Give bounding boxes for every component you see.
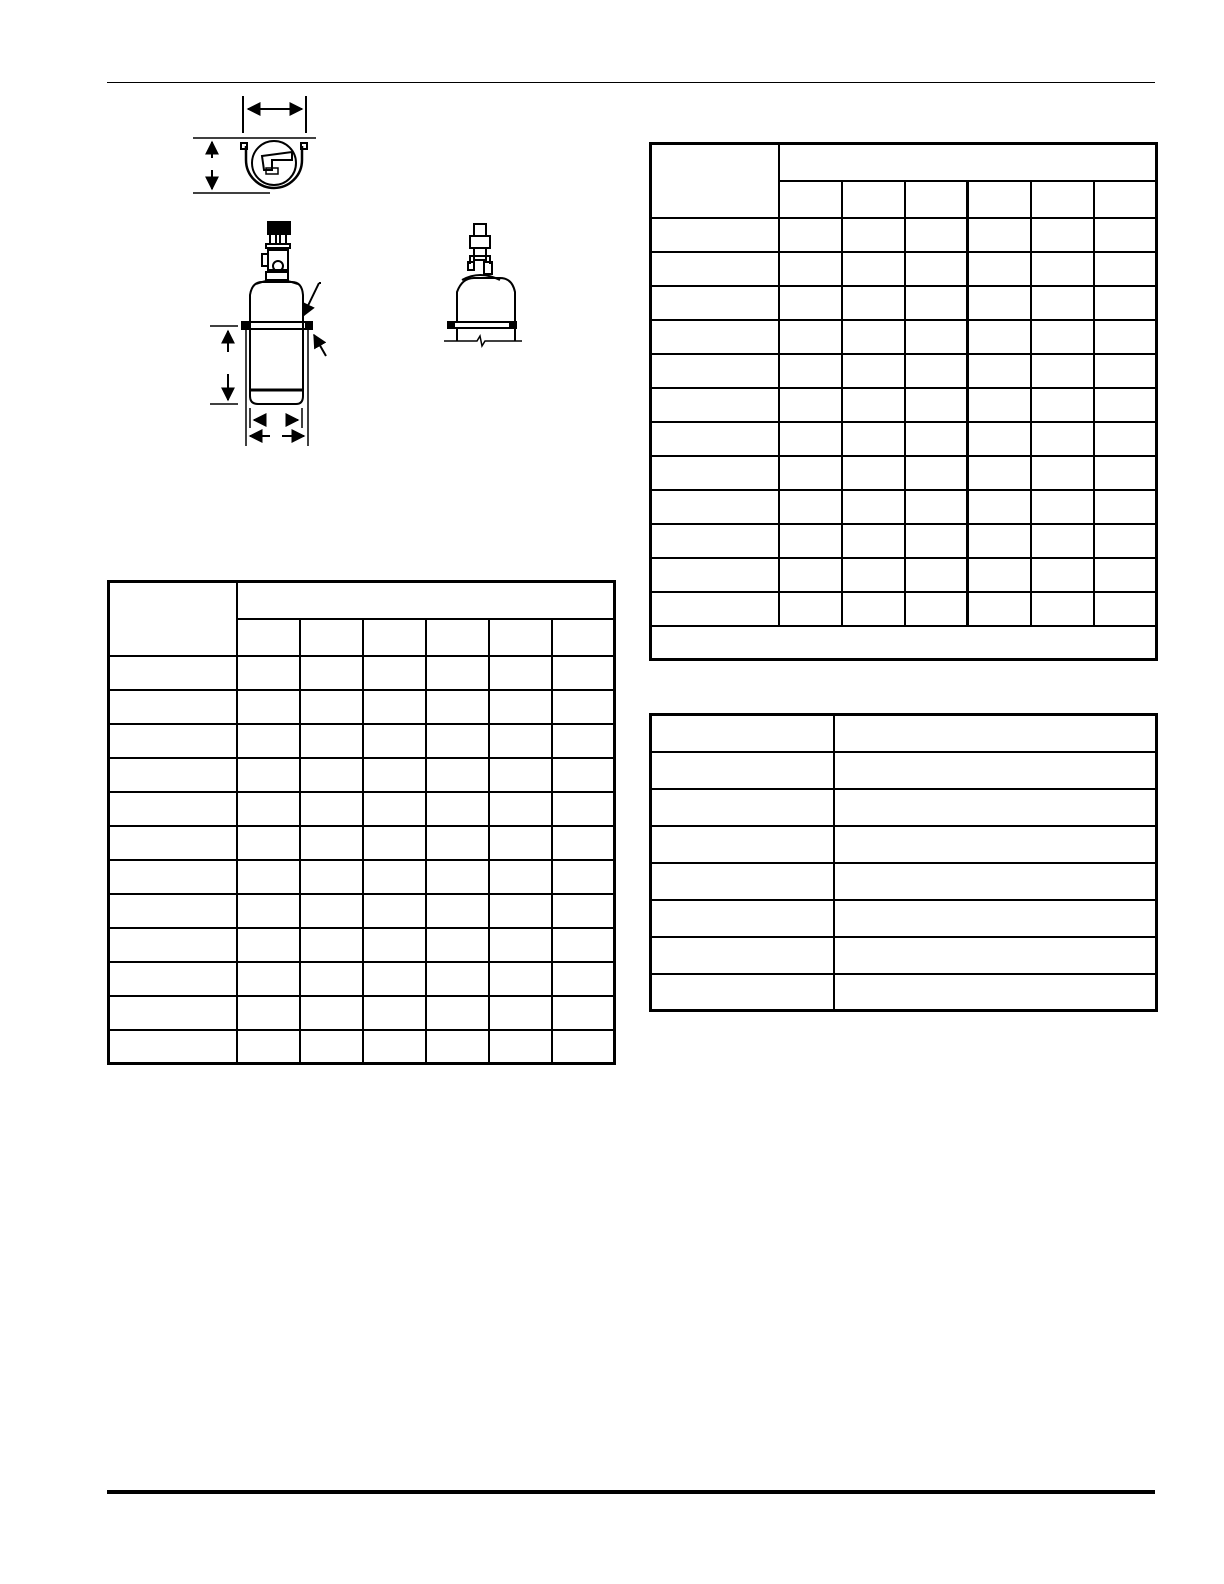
table-cell <box>109 690 237 724</box>
table-row <box>651 937 1157 974</box>
table-cell <box>905 490 968 524</box>
table-cell <box>651 354 779 388</box>
table-row <box>109 1030 615 1064</box>
table-cell <box>1094 456 1157 490</box>
table-cell <box>489 962 552 996</box>
table-header-cell <box>552 619 615 656</box>
left-dimension-table <box>107 580 616 1065</box>
table-row <box>651 218 1157 252</box>
table-row <box>651 592 1157 626</box>
table-cell <box>968 388 1031 422</box>
table-cell <box>651 388 779 422</box>
table-cell <box>1031 592 1094 626</box>
table-cell <box>842 592 905 626</box>
table-cell <box>842 524 905 558</box>
table-row <box>109 690 615 724</box>
table-cell <box>1031 320 1094 354</box>
table-cell <box>905 524 968 558</box>
table-cell <box>651 456 779 490</box>
table-cell <box>300 1030 363 1064</box>
table-cell <box>842 558 905 592</box>
table-cell <box>426 1030 489 1064</box>
table-cell <box>489 996 552 1030</box>
table-header-cell <box>842 181 905 218</box>
table-cell <box>834 863 1157 900</box>
footer-rule <box>107 1490 1155 1494</box>
table-cell <box>905 422 968 456</box>
table-cell <box>651 490 779 524</box>
table-header-cell <box>363 619 426 656</box>
table-row <box>109 656 615 690</box>
table-cell <box>1031 456 1094 490</box>
table-cell <box>905 286 968 320</box>
table-row <box>651 826 1157 863</box>
table-header-cell <box>905 181 968 218</box>
table-cell <box>968 218 1031 252</box>
table-row <box>651 252 1157 286</box>
table-cell <box>905 252 968 286</box>
table-cell <box>489 656 552 690</box>
table-cell <box>237 1030 300 1064</box>
table-cell <box>363 894 426 928</box>
table-cell <box>651 286 779 320</box>
table-cell <box>779 490 842 524</box>
table-cell <box>489 1030 552 1064</box>
table-cell <box>651 789 834 826</box>
table-cell <box>552 724 615 758</box>
small-two-column-table <box>649 713 1158 1012</box>
table-cell <box>779 422 842 456</box>
table-cell <box>651 974 834 1011</box>
table-cell <box>842 456 905 490</box>
table-cell <box>968 524 1031 558</box>
table-cell <box>1094 422 1157 456</box>
table-cell <box>1094 218 1157 252</box>
table-cell <box>968 286 1031 320</box>
table-cell <box>363 690 426 724</box>
table-row <box>651 286 1157 320</box>
table-cell <box>651 592 779 626</box>
table-cell <box>968 456 1031 490</box>
table-cell <box>1031 354 1094 388</box>
table-cell <box>968 320 1031 354</box>
table-cell <box>237 962 300 996</box>
table-cell <box>426 826 489 860</box>
table-cell <box>300 894 363 928</box>
table-cell <box>842 218 905 252</box>
left-table-body <box>109 656 615 1064</box>
table-cell <box>300 860 363 894</box>
table-cell <box>363 724 426 758</box>
table-row <box>109 758 615 792</box>
table-header-cell <box>968 181 1031 218</box>
table-header-cell <box>237 582 615 619</box>
table-cell <box>552 962 615 996</box>
table-cell <box>109 826 237 860</box>
table-cell <box>1031 252 1094 286</box>
table-header-cell <box>426 619 489 656</box>
cylinder-bracket-figures <box>0 0 620 470</box>
table-cell <box>426 792 489 826</box>
table-cell <box>300 690 363 724</box>
table-cell <box>489 724 552 758</box>
table-cell <box>237 758 300 792</box>
table-footer-row <box>651 626 1157 660</box>
table-row <box>651 456 1157 490</box>
table-header-cell <box>1094 181 1157 218</box>
table-cell <box>834 937 1157 974</box>
table-cell <box>968 490 1031 524</box>
table-cell <box>1094 490 1157 524</box>
table-row <box>651 789 1157 826</box>
table-cell <box>905 354 968 388</box>
table-cell <box>300 826 363 860</box>
side-view-partial-figure <box>444 224 522 346</box>
table-cell <box>237 894 300 928</box>
table-cell <box>1094 252 1157 286</box>
table-cell <box>237 826 300 860</box>
table-row <box>651 320 1157 354</box>
table-cell <box>552 758 615 792</box>
table-row <box>651 752 1157 789</box>
table-cell <box>842 354 905 388</box>
table-row <box>109 962 615 996</box>
table-row <box>651 524 1157 558</box>
table-cell <box>109 860 237 894</box>
right-table-body <box>651 218 1157 626</box>
table-row <box>651 388 1157 422</box>
table-cell <box>834 826 1157 863</box>
table-cell <box>905 388 968 422</box>
table-cell <box>363 758 426 792</box>
table-cell <box>968 422 1031 456</box>
table-cell <box>300 656 363 690</box>
table-cell <box>552 690 615 724</box>
table-row <box>109 894 615 928</box>
table-cell <box>968 592 1031 626</box>
table-cell <box>779 456 842 490</box>
table-cell <box>552 1030 615 1064</box>
table-cell <box>651 422 779 456</box>
table-row <box>109 860 615 894</box>
table-cell <box>300 996 363 1030</box>
table-row <box>651 974 1157 1011</box>
table-cell <box>109 656 237 690</box>
table-cell <box>1031 524 1094 558</box>
table-cell <box>363 826 426 860</box>
table-cell <box>842 286 905 320</box>
table-cell <box>905 320 968 354</box>
table-row <box>109 724 615 758</box>
table-cell <box>363 860 426 894</box>
table-cell <box>1031 490 1094 524</box>
table-cell <box>237 792 300 826</box>
table-cell <box>779 388 842 422</box>
table-cell <box>842 490 905 524</box>
table-row <box>651 558 1157 592</box>
table-row <box>651 863 1157 900</box>
table-cell <box>109 996 237 1030</box>
table-cell <box>834 715 1157 752</box>
table-cell <box>905 592 968 626</box>
table-header-cell <box>489 619 552 656</box>
table-cell <box>237 690 300 724</box>
table-cell <box>1031 558 1094 592</box>
table-cell <box>651 715 834 752</box>
table-cell <box>1031 286 1094 320</box>
table-header-row <box>109 582 615 619</box>
table-cell <box>237 860 300 894</box>
table-cell <box>363 792 426 826</box>
table-header-row <box>651 144 1157 181</box>
table-cell <box>426 860 489 894</box>
table-cell <box>651 252 779 286</box>
table-row <box>651 900 1157 937</box>
table-cell <box>1094 558 1157 592</box>
table-cell <box>834 752 1157 789</box>
table-cell <box>651 558 779 592</box>
table-cell <box>109 1030 237 1064</box>
table-cell <box>651 320 779 354</box>
table-cell <box>426 724 489 758</box>
table-cell <box>426 894 489 928</box>
table-cell <box>842 388 905 422</box>
table-cell <box>109 894 237 928</box>
table-cell <box>552 792 615 826</box>
table-cell <box>834 974 1157 1011</box>
table-header-cell <box>1031 181 1094 218</box>
table-cell <box>968 252 1031 286</box>
table-row <box>109 928 615 962</box>
table-row <box>109 996 615 1030</box>
table-cell <box>489 860 552 894</box>
table-cell <box>1094 286 1157 320</box>
table-cell <box>552 894 615 928</box>
table-cell <box>651 218 779 252</box>
table-cell <box>552 656 615 690</box>
right-dimension-table <box>649 142 1158 661</box>
table-cell <box>489 758 552 792</box>
table-row <box>109 792 615 826</box>
table-header-cell <box>651 144 779 218</box>
table-cell <box>489 894 552 928</box>
table-cell <box>779 286 842 320</box>
small-table-body <box>651 715 1157 1011</box>
table-cell <box>300 724 363 758</box>
table-cell <box>363 996 426 1030</box>
table-cell <box>489 826 552 860</box>
table-cell <box>426 962 489 996</box>
table-cell <box>300 928 363 962</box>
table-cell <box>842 320 905 354</box>
table-cell <box>651 900 834 937</box>
table-cell <box>426 758 489 792</box>
table-cell <box>779 558 842 592</box>
table-cell <box>651 937 834 974</box>
table-header-cell <box>300 619 363 656</box>
table-row <box>651 490 1157 524</box>
table-header-cell <box>109 582 237 656</box>
table-cell <box>968 558 1031 592</box>
table-cell <box>779 524 842 558</box>
table-cell <box>363 1030 426 1064</box>
table-cell <box>905 456 968 490</box>
table-row <box>109 826 615 860</box>
table-cell <box>109 928 237 962</box>
table-cell <box>552 826 615 860</box>
table-footer-cell <box>651 626 1157 660</box>
table-cell <box>109 724 237 758</box>
table-cell <box>363 656 426 690</box>
table-cell <box>842 422 905 456</box>
table-cell <box>905 218 968 252</box>
table-row <box>651 354 1157 388</box>
table-cell <box>1094 524 1157 558</box>
table-cell <box>834 900 1157 937</box>
table-cell <box>651 524 779 558</box>
table-cell <box>1094 592 1157 626</box>
table-cell <box>552 928 615 962</box>
table-cell <box>237 928 300 962</box>
table-cell <box>1094 388 1157 422</box>
table-cell <box>109 792 237 826</box>
table-cell <box>779 252 842 286</box>
table-cell <box>779 218 842 252</box>
table-cell <box>779 354 842 388</box>
table-cell <box>651 826 834 863</box>
table-cell <box>552 860 615 894</box>
table-cell <box>842 252 905 286</box>
table-cell <box>1031 218 1094 252</box>
table-cell <box>300 758 363 792</box>
table-cell <box>1094 320 1157 354</box>
table-cell <box>237 996 300 1030</box>
table-header-cell <box>779 144 1157 181</box>
table-cell <box>489 928 552 962</box>
table-cell <box>1031 422 1094 456</box>
table-cell <box>834 789 1157 826</box>
table-cell <box>489 792 552 826</box>
table-cell <box>651 752 834 789</box>
side-view-cylinder-figure <box>210 222 326 446</box>
table-cell <box>426 690 489 724</box>
table-cell <box>489 690 552 724</box>
table-cell <box>109 758 237 792</box>
table-row <box>651 715 1157 752</box>
table-header-cell <box>779 181 842 218</box>
table-cell <box>779 592 842 626</box>
table-cell <box>968 354 1031 388</box>
table-cell <box>237 724 300 758</box>
table-cell <box>426 656 489 690</box>
table-cell <box>109 962 237 996</box>
table-cell <box>651 863 834 900</box>
table-cell <box>363 928 426 962</box>
table-cell <box>300 962 363 996</box>
table-cell <box>1031 388 1094 422</box>
table-header-cell <box>237 619 300 656</box>
table-cell <box>552 996 615 1030</box>
table-cell <box>426 996 489 1030</box>
table-cell <box>426 928 489 962</box>
table-cell <box>237 656 300 690</box>
table-cell <box>1094 354 1157 388</box>
top-view-figure <box>193 96 316 193</box>
table-cell <box>363 962 426 996</box>
table-cell <box>300 792 363 826</box>
table-cell <box>779 320 842 354</box>
table-cell <box>905 558 968 592</box>
table-row <box>651 422 1157 456</box>
